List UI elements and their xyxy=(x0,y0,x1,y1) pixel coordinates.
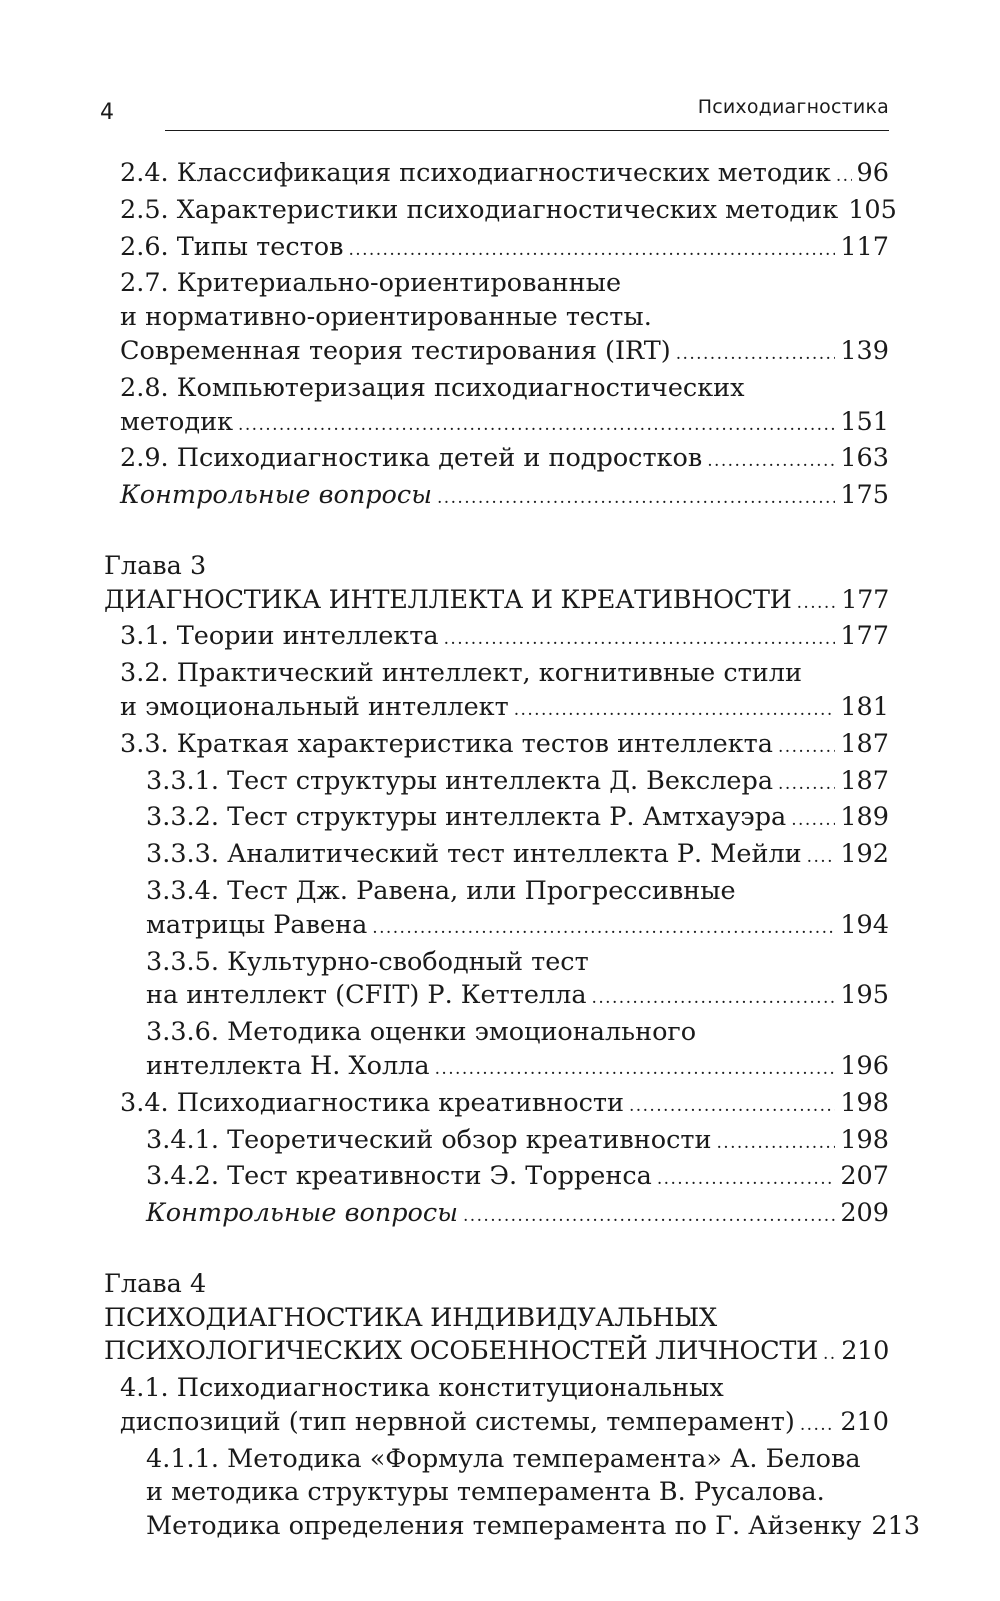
leader-dots xyxy=(463,1197,835,1234)
toc-entry-title: Контрольные вопросы xyxy=(146,1198,458,1229)
toc-entry-title: ПСИХОЛОГИЧЕСКИХ ОСОБЕННОСТЕЙ ЛИЧНОСТИ xyxy=(104,1336,818,1367)
toc-entry[interactable] xyxy=(104,979,889,1016)
toc-entry-title: и эмоциональный интеллект xyxy=(120,691,509,722)
toc-entry-title: 3.3.4. Тест Дж. Равена, или Прогрессивные xyxy=(146,875,736,906)
toc-page-number: 210 xyxy=(841,1336,889,1367)
toc-entry[interactable] xyxy=(104,909,889,946)
toc-entry[interactable] xyxy=(104,691,889,728)
toc-page-number: 198 xyxy=(840,1124,889,1155)
leader-dots xyxy=(791,801,835,838)
toc-entry-title: и нормативно-ориентированные тесты. xyxy=(120,302,652,333)
toc-page-number: 209 xyxy=(840,1198,889,1229)
toc-page-number: 194 xyxy=(840,909,889,940)
toc-entry-line[interactable] xyxy=(104,1016,889,1050)
toc-entry-questions[interactable] xyxy=(104,479,889,516)
toc-entry-title: методик xyxy=(120,406,234,437)
toc-entry-title: 3.3.1. Тест структуры интеллекта Д. Векслера xyxy=(146,765,774,796)
chapter-title[interactable] xyxy=(104,1335,889,1372)
leader-dots xyxy=(444,620,836,657)
leader-dots xyxy=(716,1124,835,1161)
leader-dots xyxy=(372,909,835,946)
toc-entry[interactable] xyxy=(104,194,897,231)
toc-entry[interactable] xyxy=(104,1406,889,1443)
toc-entry-title: 3.1. Теории интеллекта xyxy=(120,621,439,652)
toc-page-number: 207 xyxy=(840,1161,889,1192)
leader-dots xyxy=(797,584,837,621)
leader-dots xyxy=(778,765,835,802)
toc-entry[interactable] xyxy=(104,442,889,479)
leader-dots xyxy=(807,838,836,875)
toc-entry-title: и методика структуры темперамента В. Русалова. xyxy=(146,1477,825,1508)
page-number: 4 xyxy=(100,100,114,125)
toc-page-number: 177 xyxy=(841,584,889,615)
toc-entry-title: диспозиций (тип нервной системы, темперамент) xyxy=(120,1406,795,1437)
toc-entry-title: 2.7. Критериально-ориентированные xyxy=(120,268,622,299)
toc-entry-title: 2.8. Компьютеризация психодиагностических xyxy=(120,372,745,403)
toc-page-number: 192 xyxy=(840,839,889,870)
toc-entry[interactable] xyxy=(104,620,889,657)
toc-page-number: 189 xyxy=(840,802,889,833)
toc-entry-line[interactable] xyxy=(104,372,889,406)
chapter-title[interactable] xyxy=(104,584,889,621)
toc-entry-line[interactable] xyxy=(104,1372,889,1406)
leader-dots xyxy=(238,406,835,443)
toc-page-number: 195 xyxy=(840,980,889,1011)
toc-page-number: 151 xyxy=(840,406,889,437)
toc-entry-title: 3.3.6. Методика оценки эмоционального xyxy=(146,1017,697,1048)
toc-entry-title: 3.3.3. Аналитический тест интеллекта Р. Мейли xyxy=(146,839,802,870)
toc-entry-line[interactable] xyxy=(104,267,889,301)
toc-entry-title: 3.2. Практический интеллект, когнитивные стили xyxy=(120,658,802,689)
running-title: Психодиагностика xyxy=(697,96,889,118)
toc-entry-title: 2.4. Классификация психодиагностических методик xyxy=(120,158,831,188)
toc-entry-line[interactable] xyxy=(104,657,889,691)
toc-entry[interactable] xyxy=(104,231,889,268)
leader-dots xyxy=(348,231,835,268)
table-of-contents xyxy=(104,157,921,1547)
toc-entry[interactable] xyxy=(104,801,889,838)
toc-page-number: 96 xyxy=(856,158,889,188)
toc-entry[interactable] xyxy=(104,1160,889,1197)
toc-entry-title: 3.4.1. Теоретический обзор креативности xyxy=(146,1124,712,1155)
toc-entry-title: 3.4. Психодиагностика креативности xyxy=(120,1087,624,1118)
toc-entry-title: 2.5. Характеристики психодиагностических методик xyxy=(120,194,839,225)
toc-entry[interactable] xyxy=(104,1087,889,1124)
toc-entry-line[interactable] xyxy=(104,946,889,980)
toc-entry[interactable] xyxy=(104,157,889,194)
toc-entry[interactable] xyxy=(104,1050,889,1087)
toc-entry-title: 3.3.2. Тест структуры интеллекта Р. Амтхауэра xyxy=(146,802,787,833)
toc-entry[interactable] xyxy=(104,1510,921,1547)
leader-dots xyxy=(800,1406,836,1443)
toc-entry-line[interactable] xyxy=(104,1443,889,1477)
toc-page-number: 163 xyxy=(840,443,889,474)
leader-dots xyxy=(435,1050,836,1087)
toc-page-number: 175 xyxy=(840,480,889,511)
toc-page-number: 139 xyxy=(840,335,889,366)
leader-dots xyxy=(657,1160,835,1197)
toc-entry-title: интеллекта Н. Холла xyxy=(146,1050,430,1081)
toc-entry[interactable] xyxy=(104,1124,889,1161)
leader-dots xyxy=(778,728,835,765)
leader-dots xyxy=(823,1335,836,1372)
toc-entry-title: 2.9. Психодиагностика детей и подростков xyxy=(120,443,703,474)
leader-dots xyxy=(592,979,836,1016)
toc-page-number: 105 xyxy=(848,194,897,225)
toc-page-number: 187 xyxy=(840,728,889,759)
toc-entry-title: 4.1.1. Методика «Формула темперамента» А. Белова xyxy=(146,1443,861,1474)
toc-page-number: 210 xyxy=(840,1406,889,1437)
toc-page-number: 177 xyxy=(840,621,889,652)
toc-entry-title: на интеллект (CFIT) Р. Кеттелла xyxy=(146,980,587,1011)
chapter-label: Глава 3 xyxy=(104,550,207,581)
chapter-label: Глава 4 xyxy=(104,1268,207,1299)
toc-entry-line[interactable] xyxy=(104,301,889,335)
toc-page-number: 187 xyxy=(840,765,889,796)
chapter-title-line[interactable] xyxy=(104,1302,889,1336)
toc-entry-questions[interactable] xyxy=(104,1197,889,1234)
leader-dots xyxy=(514,691,836,728)
toc-entry-title: Современная теория тестирования (IRT) xyxy=(120,335,671,366)
toc-page-number: 196 xyxy=(840,1050,889,1081)
toc-entry-title: 2.6. Типы тестов xyxy=(120,231,344,262)
toc-entry-line[interactable] xyxy=(104,1476,889,1510)
toc-entry[interactable] xyxy=(104,838,889,875)
toc-page-number: 198 xyxy=(840,1087,889,1118)
toc-entry-title: 4.1. Психодиагностика конституциональных xyxy=(120,1373,724,1404)
toc-entry-title: Контрольные вопросы xyxy=(120,480,432,511)
toc-entry-title: 3.4.2. Тест креативности Э. Торренса xyxy=(146,1161,652,1192)
toc-entry-title: 3.3. Краткая характеристика тестов интеллекта xyxy=(120,728,773,759)
toc-entry[interactable] xyxy=(104,728,889,765)
toc-entry[interactable] xyxy=(104,335,889,372)
toc-entry[interactable] xyxy=(104,406,889,443)
toc-entry-title: Методика определения темперамента по Г. Айзенку xyxy=(146,1511,862,1542)
toc-entry-title: ПСИХОДИАГНОСТИКА ИНДИВИДУАЛЬНЫХ xyxy=(104,1302,717,1333)
leader-dots xyxy=(836,157,852,194)
header-rule xyxy=(165,130,889,131)
leader-dots xyxy=(707,442,835,479)
toc-page-number: 213 xyxy=(871,1511,921,1542)
toc-entry-title: ДИАГНОСТИКА ИНТЕЛЛЕКТА И КРЕАТИВНОСТИ xyxy=(104,584,792,615)
toc-entry-title: матрицы Равена xyxy=(146,909,368,940)
toc-entry-title: 3.3.5. Культурно-свободный тест xyxy=(146,946,589,977)
toc-entry-line[interactable] xyxy=(104,875,889,909)
leader-dots xyxy=(437,479,835,516)
leader-dots xyxy=(629,1087,835,1124)
leader-dots xyxy=(676,335,836,372)
toc-page-number: 181 xyxy=(840,691,889,722)
toc-page-number: 117 xyxy=(840,231,889,262)
toc-entry[interactable] xyxy=(104,765,889,802)
